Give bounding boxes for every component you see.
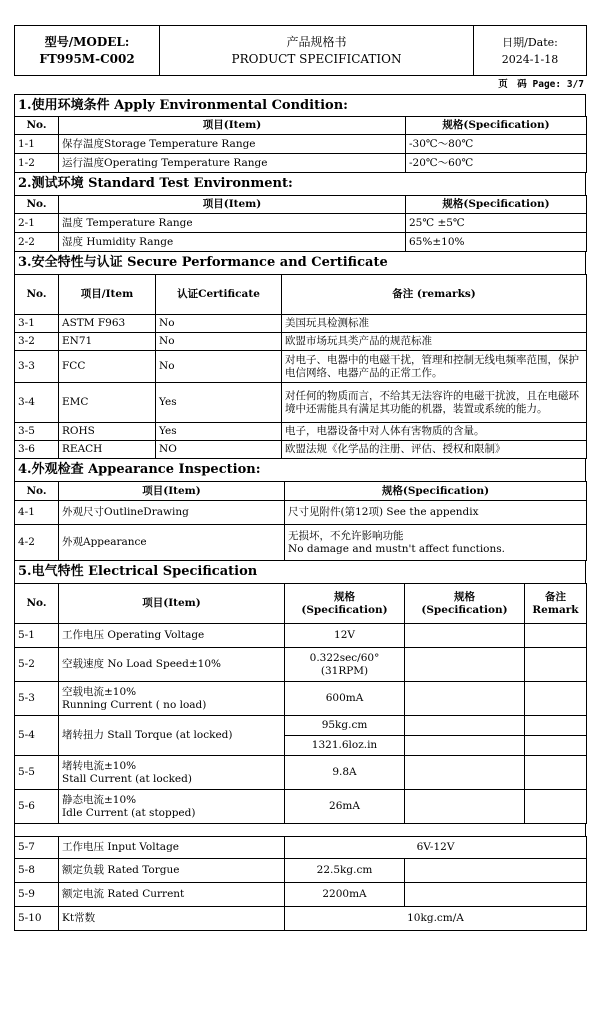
table-row (15, 315, 587, 333)
table-row (15, 883, 587, 907)
row-item: ROHS (59, 423, 156, 441)
row-remark (525, 716, 587, 736)
table-row (15, 790, 587, 824)
table-row (15, 501, 587, 525)
col-no: No. (15, 482, 59, 501)
row-cert: No (156, 315, 282, 333)
table-row (15, 837, 587, 859)
row-cert: NO (156, 441, 282, 459)
row-remarks: 欧盟法规《化学品的注册、评估、授权和限制》 (282, 441, 587, 459)
row-cert: Yes (156, 423, 282, 441)
table-row (15, 716, 587, 736)
item-cn: 静态电流±10% (62, 793, 137, 806)
col-remark-en: Remark (532, 603, 579, 616)
title-cell (160, 26, 474, 76)
row-no: 5-2 (15, 648, 59, 682)
row-item (59, 682, 285, 716)
row-item: 工作电压 Input Voltage (59, 837, 285, 859)
row-item (59, 790, 285, 824)
row-no: 1-2 (15, 154, 59, 173)
item-cn: 堵转电流±10% (62, 759, 137, 772)
row-no: 5-9 (15, 883, 59, 907)
row-item: 堵转扭力 Stall Torque (at locked) (59, 716, 285, 756)
col-remarks: 备注 (remarks) (282, 275, 587, 315)
table-row (15, 351, 587, 383)
col-no: No. (15, 275, 59, 315)
row-spec: 6V-12V (285, 837, 587, 859)
row-spec (285, 525, 587, 561)
col-spec-1-cn: 规格 (334, 590, 355, 603)
date-value: 2024-1-18 (501, 52, 559, 66)
table-row (15, 423, 587, 441)
row-remarks: 对任何的物质而言，不给其无法容许的电磁干扰波，且在电磁环境中还需能具有满足其功能的机器，装置或系统的能力。 (282, 383, 587, 423)
row-spec-2 (405, 648, 525, 682)
row-item (59, 756, 285, 790)
table-row (15, 233, 587, 252)
row-item: EN71 (59, 333, 156, 351)
row-spec: -30℃～80℃ (406, 135, 587, 154)
item-cn: 空载电流±10% (62, 685, 137, 698)
date-cell (474, 26, 587, 76)
row-item: FCC (59, 351, 156, 383)
row-spec-2 (405, 736, 525, 756)
col-spec-1 (285, 584, 405, 624)
row-no: 3-3 (15, 351, 59, 383)
col-spec-1-en: (Specification) (301, 603, 388, 616)
col-spec: 规格(Specification) (285, 482, 587, 501)
row-spec: 1321.6loz.in (285, 736, 405, 756)
row-no: 3-6 (15, 441, 59, 459)
row-remarks: 美国玩具检测标准 (282, 315, 587, 333)
col-no: No. (15, 584, 59, 624)
row-item: 工作电压 Operating Voltage (59, 624, 285, 648)
table-row (15, 859, 587, 883)
row-item: 空载速度 No Load Speed±10% (59, 648, 285, 682)
row-no: 4-1 (15, 501, 59, 525)
row-item: ASTM F963 (59, 315, 156, 333)
row-item: 运行温度Operating Temperature Range (59, 154, 406, 173)
model-value: FT995M-C002 (39, 51, 135, 66)
col-item: 项目(Item) (59, 482, 285, 501)
row-spec-2 (405, 790, 525, 824)
spec-page (14, 25, 586, 931)
table-row (15, 333, 587, 351)
row-spec: 26mA (285, 790, 405, 824)
row-no: 3-4 (15, 383, 59, 423)
section-4-table (14, 481, 587, 561)
section-3-title: 3.安全特性与认证 Secure Performance and Certificate (14, 252, 586, 274)
section-5-table (14, 583, 587, 824)
table-row (15, 441, 587, 459)
section-3-table (14, 274, 587, 459)
col-item: 项目(Item) (59, 117, 406, 135)
row-remarks: 欧盟市场玩具类产品的规范标准 (282, 333, 587, 351)
row-no: 5-8 (15, 859, 59, 883)
col-remark (525, 584, 587, 624)
row-no: 5-7 (15, 837, 59, 859)
col-spec: 规格(Specification) (406, 117, 587, 135)
date-label: 日期/Date: (502, 35, 558, 49)
item-en: Idle Current (at stopped) (62, 806, 196, 819)
row-spec: 95kg.cm (285, 716, 405, 736)
row-spec: 12V (285, 624, 405, 648)
row-item: 额定负载 Rated Torgue (59, 859, 285, 883)
row-no: 3-5 (15, 423, 59, 441)
row-no: 5-5 (15, 756, 59, 790)
row-no: 2-2 (15, 233, 59, 252)
row-remark (525, 682, 587, 716)
row-remark (525, 736, 587, 756)
section-2-table (14, 195, 587, 252)
row-spec: -20℃～60℃ (406, 154, 587, 173)
row-remark (525, 624, 587, 648)
col-item: 项目/Item (59, 275, 156, 315)
row-remarks: 电子，电器设备中对人体有害物质的含量。 (282, 423, 587, 441)
row-spec: 尺寸见附件(第12项) See the appendix (285, 501, 587, 525)
col-item: 项目(Item) (59, 196, 406, 214)
table-row (15, 624, 587, 648)
row-spec: 25℃ ±5℃ (406, 214, 587, 233)
col-spec-2 (405, 584, 525, 624)
spec-en: No damage and mustn't affect functions. (288, 542, 505, 555)
col-no: No. (15, 196, 59, 214)
row-item: Kt常数 (59, 907, 285, 931)
row-item: 外观尺寸OutlineDrawing (59, 501, 285, 525)
row-item: REACH (59, 441, 156, 459)
row-no: 4-2 (15, 525, 59, 561)
row-no: 5-1 (15, 624, 59, 648)
col-cert: 认证Certificate (156, 275, 282, 315)
col-item: 项目(Item) (59, 584, 285, 624)
title-en: PRODUCT SPECIFICATION (231, 51, 402, 66)
row-cert: No (156, 351, 282, 383)
row-item: EMC (59, 383, 156, 423)
row-spec-2 (405, 682, 525, 716)
col-spec: 规格(Specification) (406, 196, 587, 214)
row-spec-2 (405, 624, 525, 648)
item-en: Running Current ( no load) (62, 698, 207, 711)
model-label: 型号/MODEL: (44, 34, 130, 49)
row-remark (525, 790, 587, 824)
row-item: 保存温度Storage Temperature Range (59, 135, 406, 154)
row-cert: No (156, 333, 282, 351)
col-spec-2-en: (Specification) (421, 603, 508, 616)
col-no: No. (15, 117, 59, 135)
row-spec: 65%±10% (406, 233, 587, 252)
row-item: 外观Appearance (59, 525, 285, 561)
row-no: 5-4 (15, 716, 59, 756)
row-no: 5-10 (15, 907, 59, 931)
row-item: 温度 Temperature Range (59, 214, 406, 233)
table-row (15, 648, 587, 682)
row-spec-2 (405, 859, 587, 883)
row-spec: 10kg.cm/A (285, 907, 587, 931)
row-spec: 2200mA (285, 883, 405, 907)
section-5-title: 5.电气特性 Electrical Specification (14, 561, 586, 583)
row-spec: 22.5kg.cm (285, 859, 405, 883)
row-no: 5-6 (15, 790, 59, 824)
item-en: Stall Current (at locked) (62, 772, 192, 785)
row-no: 3-1 (15, 315, 59, 333)
table-row (15, 135, 587, 154)
row-spec: 0.322sec/60° (31RPM) (285, 648, 405, 682)
header-table (14, 25, 587, 76)
section-1-table (14, 116, 587, 173)
row-remark (525, 648, 587, 682)
section-2-title: 2.测试环境 Standard Test Environment: (14, 173, 586, 195)
row-spec-2 (405, 716, 525, 736)
row-spec: 600mA (285, 682, 405, 716)
row-spec-2 (405, 756, 525, 790)
section-5b-table (14, 836, 587, 931)
row-no: 5-3 (15, 682, 59, 716)
page-number: 页 码 Page: 3/7 (498, 79, 584, 90)
title-cn: 产品规格书 (286, 34, 347, 49)
table-row (15, 154, 587, 173)
col-spec-2-cn: 规格 (454, 590, 475, 603)
section-4-title: 4.外观检查 Appearance Inspection: (14, 459, 586, 481)
spec-cn: 无损坏，不允许影响功能 (288, 529, 404, 542)
row-remarks: 对电子、电器中的电磁干扰，管理和控制无线电频率范围，保护电信网络、电器产品的正常工作。 (282, 351, 587, 383)
table-row (15, 214, 587, 233)
table-row (15, 756, 587, 790)
row-no: 3-2 (15, 333, 59, 351)
table-row (15, 907, 587, 931)
row-remark (525, 756, 587, 790)
row-no: 1-1 (15, 135, 59, 154)
model-cell (15, 26, 160, 76)
col-remark-cn: 备注 (545, 590, 566, 603)
table-row (15, 383, 587, 423)
section-gap (14, 824, 586, 836)
section-1-title: 1.使用环境条件 Apply Environmental Condition: (14, 94, 586, 116)
row-cert: Yes (156, 383, 282, 423)
table-row (15, 682, 587, 716)
row-spec: 9.8A (285, 756, 405, 790)
row-item: 额定电流 Rated Current (59, 883, 285, 907)
table-row (15, 525, 587, 561)
row-spec-2 (405, 883, 587, 907)
row-no: 2-1 (15, 214, 59, 233)
row-item: 湿度 Humidity Range (59, 233, 406, 252)
